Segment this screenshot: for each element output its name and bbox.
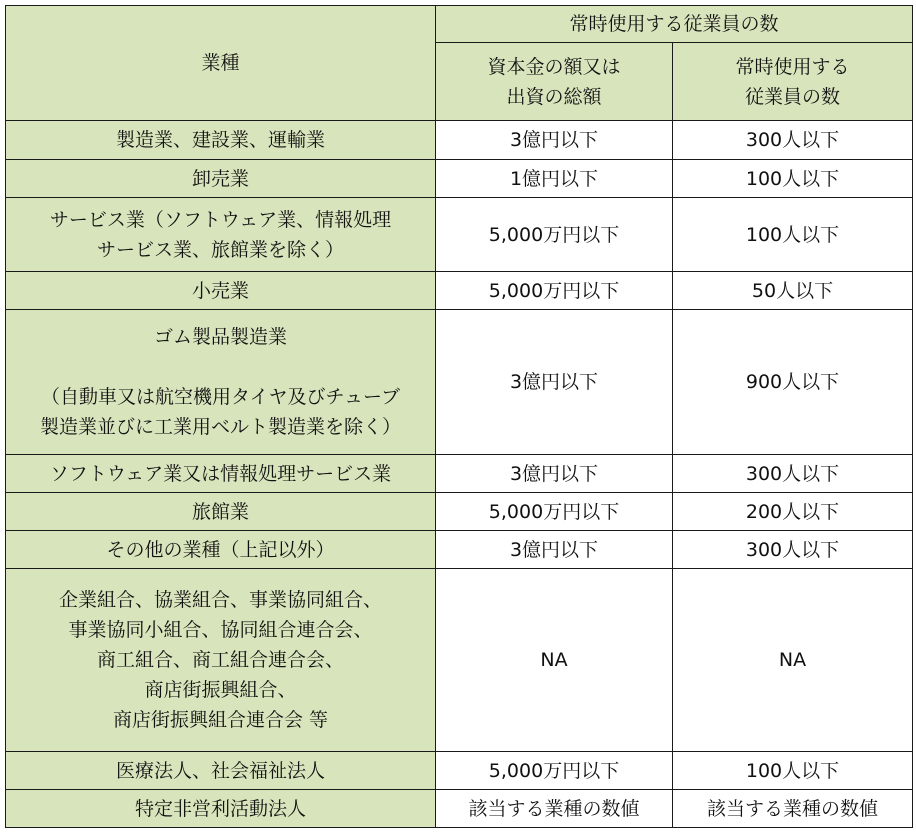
capital-cell: 該当する業種の数値 xyxy=(436,790,673,828)
table-row xyxy=(6,455,913,493)
industry-line: 卸売業 xyxy=(191,167,249,190)
capital-cell: 5,000万円以下 xyxy=(436,198,673,272)
table-row xyxy=(6,121,913,160)
header-industry: 業種 xyxy=(6,6,436,121)
table-row xyxy=(6,569,913,752)
employees-cell: 300人以下 xyxy=(673,121,913,160)
industry-cell xyxy=(6,569,436,752)
employees-cell: 100人以下 xyxy=(673,752,913,790)
industry-line: （自動車又は航空機用タイヤ及びチューブ xyxy=(40,386,401,408)
header-capital xyxy=(436,43,673,121)
industry-line: 特定非営利活動法人 xyxy=(134,797,306,820)
industry-line: 事業協同小組合、協同組合連合会、 xyxy=(68,619,373,641)
industry-line: ゴム製品製造業 xyxy=(153,326,287,348)
industry-line: 製造業、建設業、運輸業 xyxy=(115,129,325,151)
table-row xyxy=(6,790,913,828)
industry-gap xyxy=(10,352,431,382)
industry-line: 小売業 xyxy=(191,279,249,302)
industry-line: サービス業、旅館業を除く） xyxy=(96,238,344,261)
industry-line: 旅館業 xyxy=(191,500,249,523)
industry-cell xyxy=(6,493,436,531)
industry-cell xyxy=(6,310,436,455)
table-row xyxy=(6,752,913,790)
industry-line: 商店街振興組合、 xyxy=(144,679,297,701)
industry-cell xyxy=(6,531,436,569)
industry-cell xyxy=(6,790,436,828)
industry-line: 製造業並びに工業用ベルト製造業を除く） xyxy=(39,416,401,438)
industry-cell xyxy=(6,198,436,272)
employees-cell: 該当する業種の数値 xyxy=(673,790,913,828)
header-capital-line: 出資の総額 xyxy=(506,85,602,108)
table-row xyxy=(6,310,913,455)
header-employees-group: 常時使用する従業員の数 xyxy=(436,6,913,43)
capital-cell: 3億円以下 xyxy=(436,455,673,493)
capital-cell: 5,000万円以下 xyxy=(436,272,673,310)
industry-line: 企業組合、協業組合、事業協同組合、 xyxy=(58,589,382,611)
capital-cell: 3億円以下 xyxy=(436,121,673,160)
capital-cell: NA xyxy=(436,569,673,752)
sme-definition-table xyxy=(5,5,913,828)
employees-cell: 100人以下 xyxy=(673,160,913,198)
industry-line: その他の業種（上記以外） xyxy=(106,538,335,561)
employees-cell: 100人以下 xyxy=(673,198,913,272)
header-capital-line: 資本金の額又は xyxy=(487,55,621,78)
header-employees xyxy=(673,43,913,121)
industry-line: 商店街振興組合連合会 等 xyxy=(112,709,329,731)
employees-cell: 50人以下 xyxy=(673,272,913,310)
industry-line: サービス業（ソフトウェア業、情報処理 xyxy=(49,208,392,231)
header-employees-line: 従業員の数 xyxy=(745,85,841,108)
capital-cell: 3億円以下 xyxy=(436,310,673,455)
industry-cell xyxy=(6,455,436,493)
table-row xyxy=(6,531,913,569)
capital-cell: 1億円以下 xyxy=(436,160,673,198)
capital-cell: 5,000万円以下 xyxy=(436,752,673,790)
table-row xyxy=(6,493,913,531)
industry-cell xyxy=(6,121,436,160)
industry-cell xyxy=(6,160,436,198)
capital-cell: 3億円以下 xyxy=(436,531,673,569)
employees-cell: 300人以下 xyxy=(673,455,913,493)
header-employees-line: 常時使用する xyxy=(735,55,850,78)
industry-line: ソフトウェア業又は情報処理サービス業 xyxy=(49,462,392,485)
industry-line: 医療法人、社会福祉法人 xyxy=(115,759,325,782)
industry-cell xyxy=(6,752,436,790)
table-row xyxy=(6,160,913,198)
employees-cell: 900人以下 xyxy=(673,310,913,455)
header-row-1 xyxy=(6,6,913,43)
employees-cell: 200人以下 xyxy=(673,493,913,531)
table-row xyxy=(6,198,913,272)
industry-cell xyxy=(6,272,436,310)
table-row xyxy=(6,272,913,310)
industry-line: 商工組合、商工組合連合会、 xyxy=(96,649,344,671)
employees-cell: 300人以下 xyxy=(673,531,913,569)
employees-cell: NA xyxy=(673,569,913,752)
capital-cell: 5,000万円以下 xyxy=(436,493,673,531)
